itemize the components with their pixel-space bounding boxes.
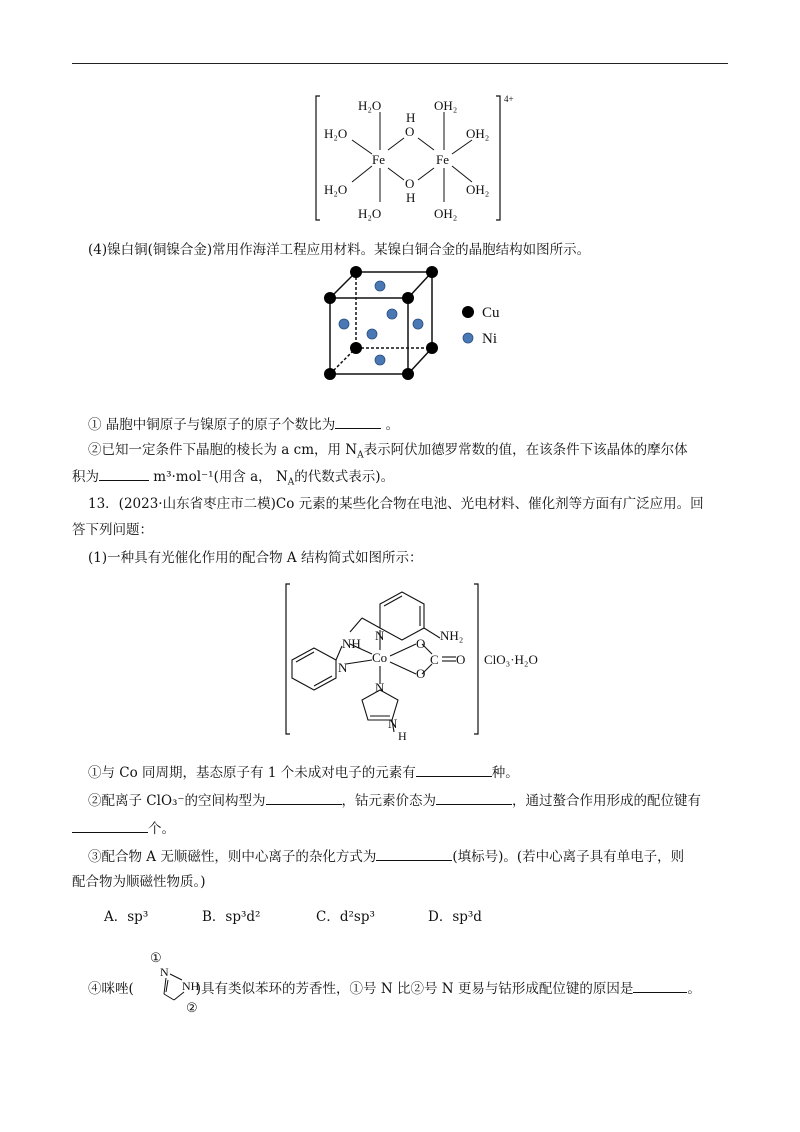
o-lower: O	[416, 666, 426, 681]
h2o-mid-left: H₂O	[324, 126, 348, 141]
header-rule	[72, 63, 728, 64]
blank	[436, 790, 512, 805]
h2o-low-left: H₂O	[358, 206, 382, 221]
imid-n: N	[160, 965, 169, 979]
option-d[interactable]: D．sp³d	[428, 909, 482, 925]
blank	[335, 414, 381, 429]
n-imid-bot: N	[388, 716, 398, 731]
fe-left: Fe	[372, 152, 385, 167]
s3-b: (填标号)。(若中心离子具有单电子，则	[452, 849, 685, 865]
q4-2-cont	[72, 466, 394, 493]
n-top: N	[375, 628, 385, 643]
legend-ni: Ni	[482, 331, 497, 347]
oh2-low-right: OH₂	[434, 206, 458, 221]
h-imid: H	[398, 729, 407, 740]
cu-atom	[426, 266, 438, 278]
cu-atom	[324, 368, 336, 380]
q4-1-end: 。	[385, 417, 400, 433]
q4-1	[88, 414, 399, 435]
complex-a-diagram	[280, 578, 570, 740]
s4-c: 。	[687, 981, 701, 997]
cu-atom	[350, 342, 362, 354]
option-c[interactable]: C．d²sp³	[316, 909, 375, 925]
q13-a: 13．(2023·山东省枣庄市二模)Co 元素的某些化合物在电池、光电材料、催化剂等方面有广泛应用。回	[88, 496, 704, 512]
c-carbonate: C	[430, 652, 439, 667]
n-left: N	[338, 660, 348, 675]
s1-b: 种。	[491, 765, 519, 781]
cu-atom	[402, 292, 414, 304]
ni-atom	[375, 281, 385, 291]
oh2-mid-right: OH₂	[466, 126, 490, 141]
blank	[416, 762, 492, 777]
s2-c: ，通过螯合作用形成的配位键有	[512, 793, 702, 809]
s3-cont: 配合物为顺磁性物质。)	[72, 874, 206, 890]
q13-b: 答下列问题：	[72, 522, 153, 538]
s4-b: )具有类似苯环的芳香性，①号 N 比②号 N 更易与钴形成配位键的原因是	[195, 981, 634, 997]
s3	[88, 846, 684, 867]
anion: ClO₃·H₂O	[484, 652, 538, 667]
blank	[99, 466, 149, 481]
o-upper: O	[416, 636, 426, 651]
ni-atom	[339, 319, 349, 329]
oh2-bot-right: OH₂	[466, 182, 490, 197]
s1	[88, 762, 519, 783]
unit-cell-diagram	[316, 262, 556, 386]
q4-2-sub2: A	[287, 477, 295, 488]
cu-atom	[426, 342, 438, 354]
q4-2-sub: A	[357, 450, 364, 461]
legend-ni-marker	[463, 333, 473, 343]
s4-a: ④咪唑(	[88, 981, 134, 997]
q4-2-b: 表示阿伏加德罗常数的值，在该条件下该晶体的摩尔体	[363, 442, 688, 458]
q4-2-c: 积为	[72, 469, 99, 485]
blank	[633, 978, 687, 993]
fe-complex-diagram	[310, 90, 530, 226]
oh2-top-right: OH₂	[434, 98, 458, 113]
ni-atom	[413, 319, 423, 329]
ni-atom	[367, 329, 377, 339]
legend-cu: Cu	[482, 305, 500, 321]
s2-b: ，钴元素价态为	[341, 793, 437, 809]
s1-a: ①与 Co 同周期，基态原子有 1 个未成对电子的元素有	[88, 765, 416, 781]
h-top: H	[406, 110, 416, 125]
h2o-top-left: H₂O	[358, 98, 382, 113]
q4-title: (4)镍白铜(铜镍合金)常用作海洋工程应用材料。某镍白铜合金的晶胞结构如图所示。	[88, 242, 591, 258]
n-imid-top: N	[375, 680, 385, 695]
q4-2-d: 的代数式表示)。	[294, 469, 395, 485]
fe-right: Fe	[436, 152, 449, 167]
blank	[376, 846, 452, 861]
circled-1: ①	[150, 950, 162, 965]
nh2: NH₂	[440, 628, 464, 643]
legend-cu-marker	[462, 306, 474, 318]
cu-atom	[402, 368, 414, 380]
ni-atom	[375, 355, 385, 365]
imidazole-diagram	[146, 946, 216, 1016]
co-atom: Co	[372, 650, 388, 665]
q4-2-unit: m³·mol⁻¹(用含 a， N	[149, 469, 288, 485]
blank	[72, 818, 148, 833]
option-a[interactable]: A．sp³	[104, 909, 149, 925]
s2	[88, 790, 701, 811]
o-bot: O	[405, 176, 415, 191]
o-double: O	[456, 652, 466, 667]
q4-2	[88, 440, 688, 466]
q4-2-a: ②已知一定条件下晶胞的棱长为 a cm，用 N	[88, 442, 358, 458]
s2-d: 个。	[148, 821, 175, 837]
h-bot: H	[406, 190, 416, 205]
s2-a: ②配离子 ClO₃⁻的空间构型为	[88, 793, 266, 809]
h2o-bot-left: H₂O	[324, 182, 348, 197]
s2-cont	[72, 818, 175, 839]
q13-1: (1)一种具有光催化作用的配合物 A 结构简式如图所示：	[88, 550, 423, 566]
o-top: O	[405, 124, 415, 139]
charge-text: 4+	[504, 94, 514, 104]
cu-atom	[350, 266, 362, 278]
imid-nh: NH	[182, 979, 200, 993]
q4-1-text: ① 晶胞中铜原子与镍原子的原子个数比为	[88, 417, 336, 433]
circled-2: ②	[186, 1000, 198, 1015]
nh: NH	[342, 636, 361, 651]
option-b[interactable]: B．sp³d²	[202, 909, 261, 925]
ni-atom	[387, 309, 397, 319]
blank	[266, 790, 342, 805]
cu-atom	[324, 292, 336, 304]
s3-a: ③配合物 A 无顺磁性，则中心离子的杂化方式为	[88, 849, 377, 865]
